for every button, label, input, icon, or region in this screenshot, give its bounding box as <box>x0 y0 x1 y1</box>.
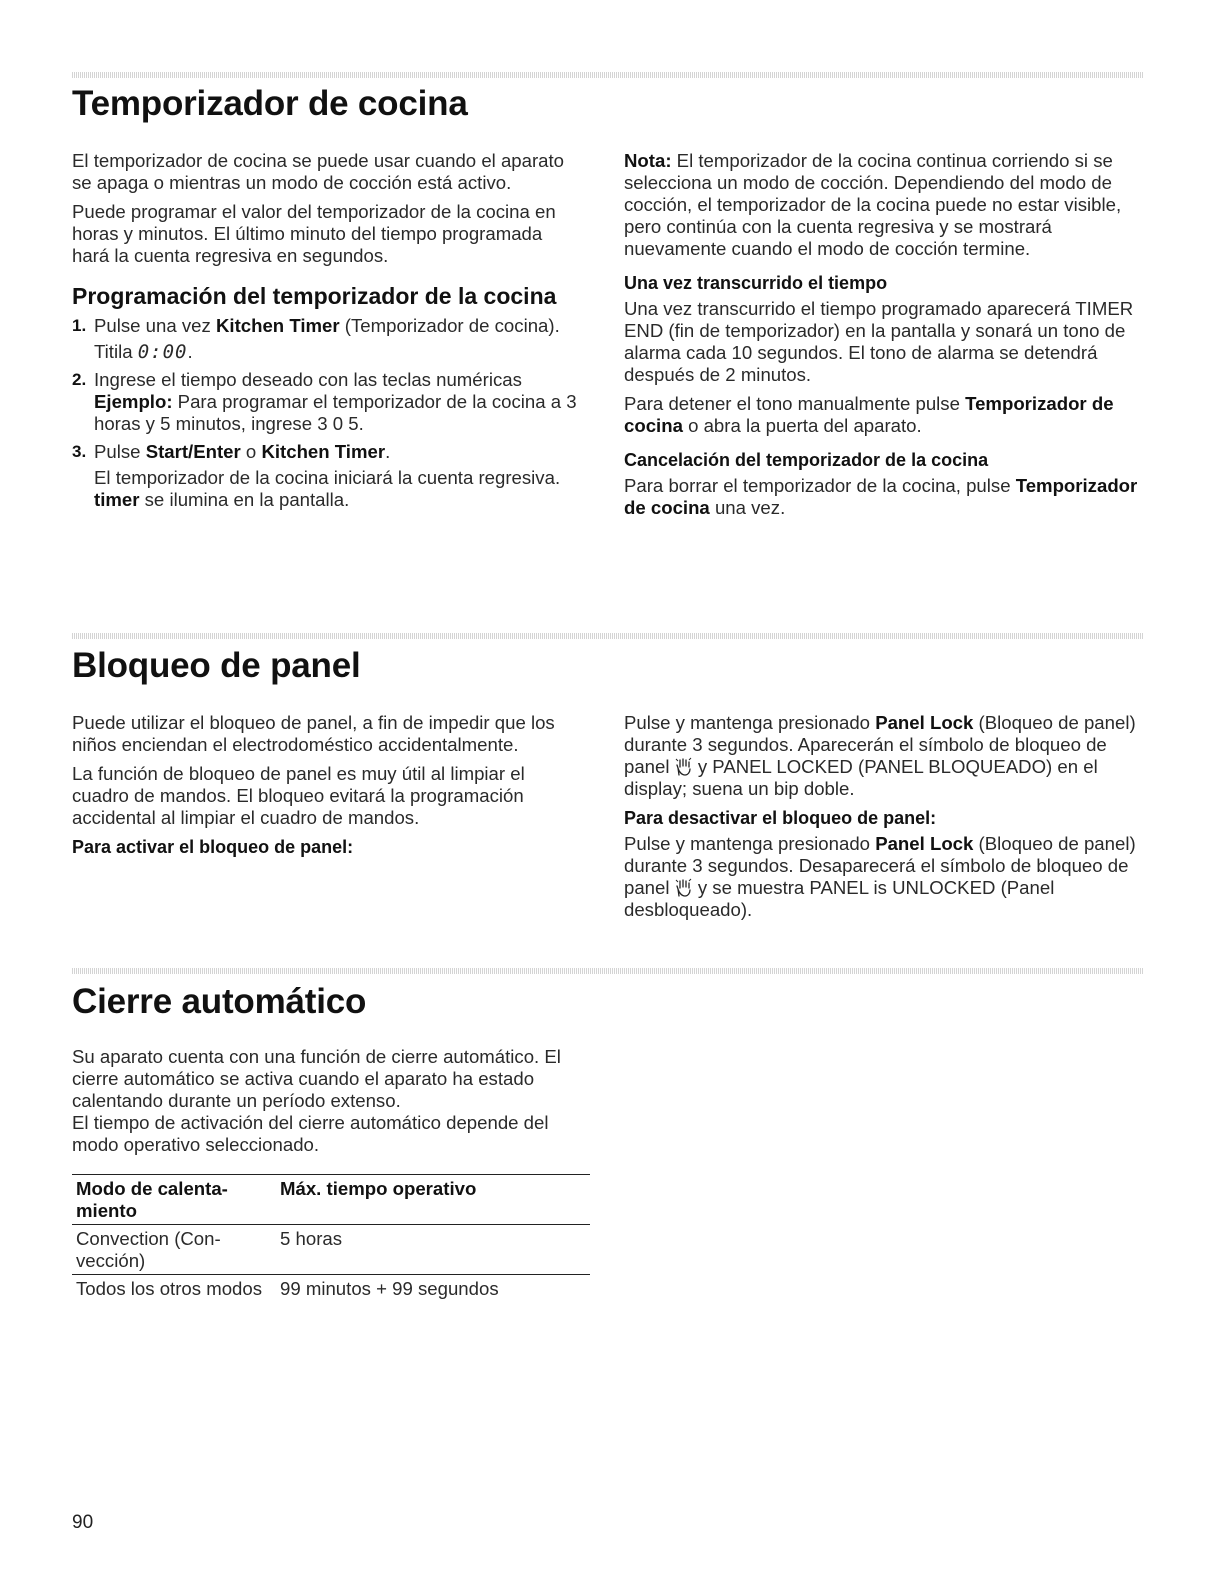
panel-lock-hand-icon <box>675 757 693 777</box>
table-header-row <box>72 1175 590 1225</box>
section-auto-shutoff <box>72 982 1144 1022</box>
paragraph: Puede utilizar el bloqueo de panel, a fin de impedir que los niños enciendan el electrodoméstico accidentalmente. <box>72 712 555 755</box>
intro-paragraph: Puede programar el valor del temporizador de la cocina en horas y minutos. El último minuto del tiempo programada hará la cuenta regresiva en segundos. <box>72 201 556 266</box>
subsection-heading: Una vez transcurrido el tiempo <box>624 273 888 293</box>
section-title: Cierre automático <box>72 982 367 1021</box>
left-column <box>72 1046 592 1302</box>
left-column <box>72 712 584 862</box>
paragraph: Para borrar el temporizador de la cocina, pulse Temporizador de cocina una vez. <box>624 475 1138 518</box>
panel-lock-hand-icon <box>675 878 693 898</box>
display-readout: 0:00 <box>137 341 188 363</box>
section-kitchen-timer <box>72 84 1144 124</box>
paragraph: Pulse y mantenga presionado Panel Lock (Bloqueo de panel) durante 3 segundos. Desaparecerá el símbolo de bloqueo de panel y se muestra PANEL is UNLOCKED (Panel desbloqueado). <box>624 833 1136 920</box>
step-number: 3. <box>72 442 87 461</box>
column-header: Modo de calenta-miento <box>76 1178 228 1221</box>
table-cell: 99 minutos + 99 segundos <box>280 1278 499 1299</box>
page-number: 90 <box>72 1512 94 1533</box>
section-panel-lock-body <box>72 712 1144 932</box>
section-title: Bloqueo de panel <box>72 646 361 685</box>
right-column <box>624 712 1144 928</box>
subsection-heading: Para activar el bloqueo de panel: <box>72 837 354 857</box>
paragraph: La función de bloqueo de panel es muy útil al limpiar el cuadro de mandos. El bloqueo evitará la programación accidental al limpiar el cuadro de mandos. <box>72 763 525 828</box>
section-title: Temporizador de cocina <box>72 84 468 123</box>
left-column <box>72 150 584 517</box>
section-divider <box>72 968 1144 974</box>
intro-paragraph: El temporizador de cocina se puede usar cuando el aparato se apaga o mientras un modo de cocción está activo. <box>72 150 565 193</box>
paragraph: Para detener el tono manualmente pulse Temporizador de cocina o abra la puerta del aparato. <box>624 393 1114 436</box>
subsection-heading: Programación del temporizador de la cocina <box>72 283 557 309</box>
section-kitchen-timer-body <box>72 150 1144 590</box>
paragraph: Su aparato cuenta con una función de cierre automático. El cierre automático se activa cuando el aparato ha estado calentando durante un período extenso. <box>72 1046 561 1111</box>
steps-list <box>72 315 584 511</box>
section-panel-lock <box>72 646 1144 686</box>
list-item: 1. Pulse una vez Kitchen Timer (Temporizador de cocina). Titila 0:00. <box>72 315 560 363</box>
shutoff-table <box>72 1174 590 1302</box>
table-cell: Convection (Con-vección) <box>76 1228 221 1271</box>
paragraph: Una vez transcurrido el tiempo programado aparecerá TIMER END (fin de temporizador) en la pantalla y sonará un tono de alarma cada 10 segundos. El tono de alarma se detendrá después de 2 minutos. <box>624 298 1134 385</box>
section-divider <box>72 633 1144 639</box>
list-item: 2. Ingrese el tiempo deseado con las teclas numéricas Ejemplo: Para programar el temporizador de la cocina a 3 horas y 5 minutos, ingrese 3 0 5. <box>72 369 577 434</box>
table-row <box>72 1275 590 1303</box>
subsection-heading: Para desactivar el bloqueo de panel: <box>624 808 937 828</box>
column-header: Máx. tiempo operativo <box>280 1178 477 1199</box>
subsection-heading: Cancelación del temporizador de la cocina <box>624 450 989 470</box>
step-number: 2. <box>72 370 87 389</box>
table-cell: 5 horas <box>280 1228 343 1249</box>
step-number: 1. <box>72 316 87 335</box>
section-divider <box>72 72 1144 78</box>
paragraph: El tiempo de activación del cierre automático depende del modo operativo seleccionado. <box>72 1112 549 1155</box>
table-row <box>72 1225 590 1275</box>
right-column <box>624 150 1144 526</box>
paragraph: Pulse y mantenga presionado Panel Lock (Bloqueo de panel) durante 3 segundos. Aparecerán el símbolo de bloqueo de panel y PANEL LOCKED (PANEL BLOQUEADO) en el display; suena un bip doble. <box>624 712 1136 799</box>
note-paragraph: Nota: El temporizador de la cocina continua corriendo si se selecciona un modo de cocción. Dependiendo del modo de cocción, el temporizador de la cocina puede no estar visible, pero continúa con la cuenta regresiva y se mostrará nuevamente cuando el modo de cocción termine. <box>624 150 1122 259</box>
table-cell: Todos los otros modos <box>76 1278 263 1299</box>
section-auto-shutoff-body <box>72 1046 1144 1346</box>
list-item: 3. Pulse Start/Enter o Kitchen Timer. El temporizador de la cocina iniciará la cuenta regresiva. timer se ilumina en la pantalla. <box>72 441 561 510</box>
